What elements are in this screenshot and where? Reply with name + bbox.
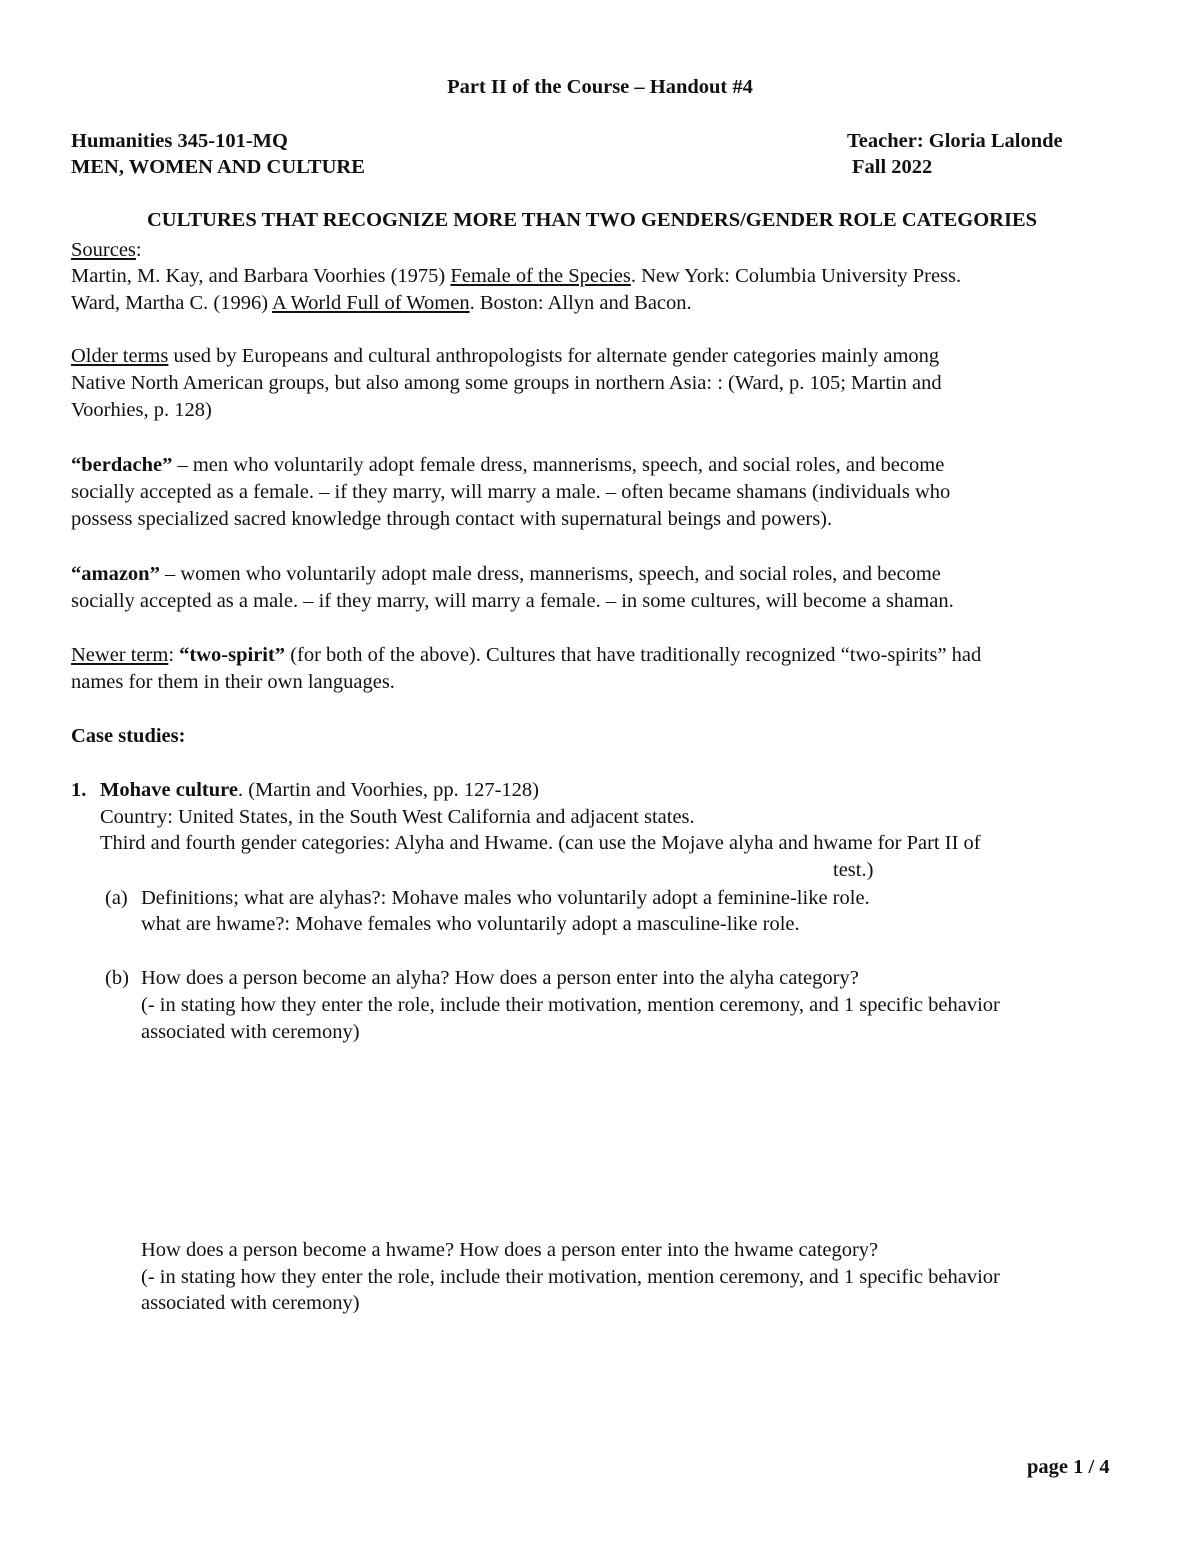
case-categories: Third and fourth gender categories: Alyha and Hwame. (can use the Mojave alyha and hwame for Part II of (100, 832, 981, 854)
older-terms-line-2: Native North American groups, but also among some groups in northern Asia: : (Ward, p. 105; Martin and (71, 372, 942, 394)
item-a-label: (a) (105, 887, 128, 909)
item-a-line-2: what are hwame?: Mohave females who voluntarily adopt a masculine-like role. (141, 913, 800, 935)
case-title-line: Mohave culture. (Martin and Voorhies, pp. 127-128) (100, 779, 539, 801)
teacher-name: Teacher: Gloria Lalonde (847, 130, 1063, 152)
berdache-term: “berdache” (71, 454, 173, 476)
case-categories-cont: test.) (833, 859, 874, 881)
item-c-line-3: associated with ceremony) (141, 1292, 360, 1314)
handout-title: Part II of the Course – Handout #4 (447, 76, 753, 98)
item-a-line-1: Definitions; what are alyhas?: Mohave males who voluntarily adopt a feminine-like role. (141, 887, 870, 909)
section-heading: CULTURES THAT RECOGNIZE MORE THAN TWO GENDERS/GENDER ROLE CATEGORIES (146, 209, 1038, 231)
newer-term-label: Newer term (71, 644, 169, 666)
berdache-line-2: socially accepted as a female. – if they marry, will marry a male. – often became shamans (individuals who (71, 481, 951, 503)
older-terms-label: Older terms (71, 345, 169, 367)
case-number: 1. (71, 779, 87, 801)
case-name: Mohave culture (100, 779, 238, 801)
amazon-line-2: socially accepted as a male. – if they marry, will marry a female. – in some cultures, will become a shaman. (71, 590, 954, 612)
source-1: Martin, M. Kay, and Barbara Voorhies (1975) Female of the Species. New York: Columbia University Press. (71, 265, 962, 287)
source-2: Ward, Martha C. (1996) A World Full of Women. Boston: Allyn and Bacon. (71, 292, 692, 314)
newer-term-line-2: names for them in their own languages. (71, 671, 395, 693)
berdache-line-3: possess specialized sacred knowledge through contact with supernatural beings and powers). (71, 508, 833, 530)
older-terms-line-1: Older terms used by Europeans and cultural anthropologists for alternate gender categories mainly among (71, 345, 940, 367)
item-c-line-2: (- in stating how they enter the role, include their motivation, mention ceremony, and 1 specific behavior (141, 1266, 1000, 1288)
item-b-label: (b) (105, 967, 129, 989)
older-terms-line-3: Voorhies, p. 128) (71, 399, 212, 421)
newer-term-line-1: Newer term: “two-spirit” (for both of the above). Cultures that have traditionally recognized “two-spirits” had (71, 644, 982, 666)
course-name: MEN, WOMEN AND CULTURE (71, 156, 365, 178)
page-number: page 1 / 4 (1027, 1456, 1110, 1478)
course-code: Humanities 345-101-MQ (71, 130, 288, 152)
source-2-title: A World Full of Women (272, 292, 470, 314)
berdache-line-1: “berdache” – men who voluntarily adopt female dress, mannerisms, speech, and social roles, and become (71, 454, 945, 476)
case-country: Country: United States, in the South West California and adjacent states. (100, 806, 695, 828)
sources-label-line: Sources: (71, 239, 142, 261)
source-1-title: Female of the Species (450, 265, 631, 287)
item-b-line-1: How does a person become an alyha? How does a person enter into the alyha category? (141, 967, 859, 989)
amazon-line-1: “amazon” – women who voluntarily adopt male dress, mannerisms, speech, and social roles, and become (71, 563, 941, 585)
amazon-term: “amazon” (71, 563, 160, 585)
term: Fall 2022 (852, 156, 933, 178)
two-spirit-term: “two-spirit” (179, 644, 286, 666)
item-c-line-1: How does a person become a hwame? How does a person enter into the hwame category? (141, 1239, 879, 1261)
case-studies-heading: Case studies: (71, 725, 186, 747)
item-b-line-2: (- in stating how they enter the role, include their motivation, mention ceremony, and 1 specific behavior (141, 994, 1000, 1016)
sources-label: Sources (71, 239, 136, 261)
item-b-line-3: associated with ceremony) (141, 1021, 360, 1043)
